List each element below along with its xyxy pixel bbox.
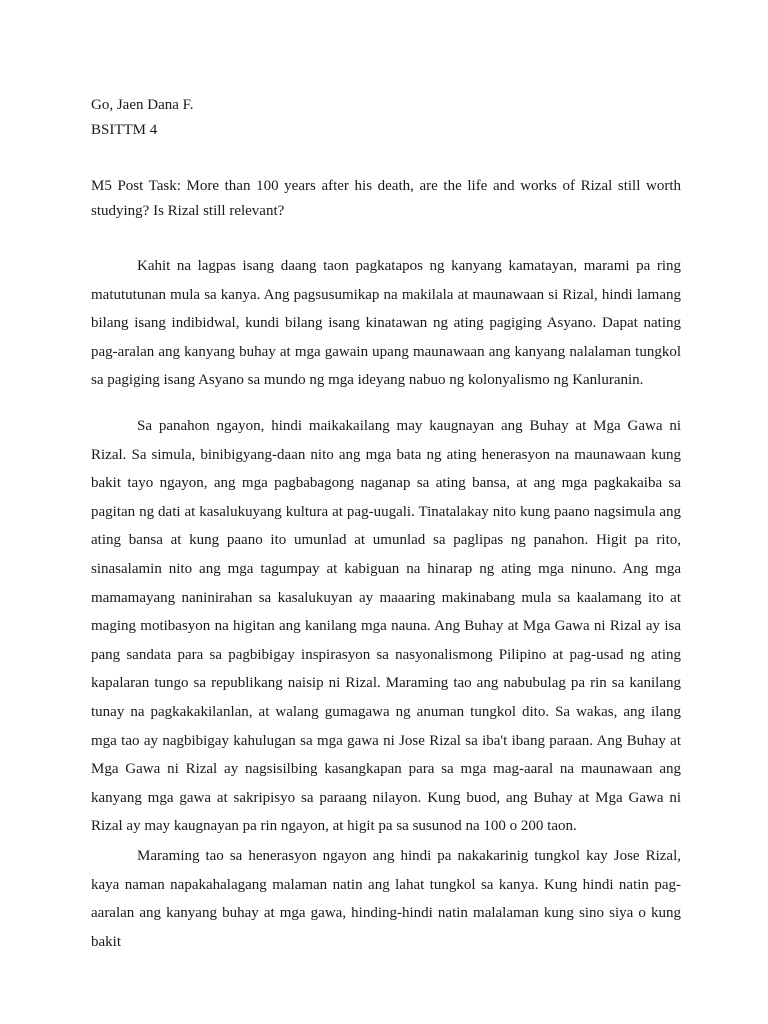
document-page	[91, 0, 681, 1024]
body-paragraph-3: Maraming tao sa henerasyon ngayon ang hindi pa nakakarinig tungkol kay Jose Rizal, kaya naman napakahalagang malaman natin ang lahat tungkol sa kanya. Kung hindi natin pag-aaralan ang kanyang buhay at mga gawa, hinding-hindi natin malalaman kung sino siya o kung bakit	[91, 848, 681, 950]
course-code: BSITTM 4	[91, 121, 158, 138]
author-name: Go, Jaen Dana F.	[91, 97, 194, 113]
body-paragraph-1: Kahit na lagpas isang daang taon pagkatapos ng kanyang kamatayan, marami pa ring matututunan mula sa kanya. Ang pagsusumikap na makilala at maunawaan si Rizal, hindi lamang bilang isang indibidwal, kundi bilang isang kinatawan ng ating pagiging Asyano. Dapat nating pag-aralan ang kanyang buhay at mga gawain upang maunawaan ang kanyang nalalaman tungkol sa pagiging isang Asyano sa mundo ng mga ideyang nabuo ng kolonyalismo ng Kanluranin.	[91, 258, 681, 389]
task-title: M5 Post Task: More than 100 years after his death, are the life and works of Rizal still worth studying? Is Rizal still relevant?	[91, 178, 681, 219]
body-paragraph-2: Sa panahon ngayon, hindi maikakailang may kaugnayan ang Buhay at Mga Gawa ni Rizal. Sa simula, binibigyang-daan nito ang mga bata ng ating henerasyon na maunawaan kung bakit tayo ngayon, ang mga pagbabagong naganap sa ating bansa, at ang mga pagkakaiba sa pagitan ng dati at kasalukuyang kultura at pag-uugali. Tinatalakay nito kung paano nagsimula ang ating bansa at kung paano ito umunlad at umunlad sa paglipas ng panahon. Higit pa rito, sinasalamin nito ang mga tagumpay at kabiguan na hinarap ng ating mga ninuno. Ang mga mamamayang naninirahan sa kasalukuyan ay maaaring makinabang mula sa kaalamang ito at maging motibasyon na higitan ang kanilang mga nauna. Ang Buhay at Mga Gawa ni Rizal ay isa pang sandata para sa pagbibigay inspirasyon sa nasyonalismong Pilipino at pag-usad ng ating kapalaran tungo sa republikang naisip ni Rizal. Maraming tao ang nabubulag pa rin sa kanilang tunay na pagkakakilanlan, at walang gumagawa ng anuman tungkol dito. Sa wakas, ang ilang mga tao ay nagbibigay kahulugan sa mga gawa ni Jose Rizal sa iba't ibang paraan. Ang Buhay at Mga Gawa ni Rizal ay nagsisilbing kasangkapan para sa mga mag-aaral na maunawaan ang kanyang mga gawa at sakripisyo sa paraang nilayon. Kung buod, ang Buhay at Mga Gawa ni Rizal ay may kaugnayan pa rin ngayon, at higit pa sa susunod na 100 o 200 taon.	[91, 418, 681, 835]
author-header	[91, 93, 194, 142]
